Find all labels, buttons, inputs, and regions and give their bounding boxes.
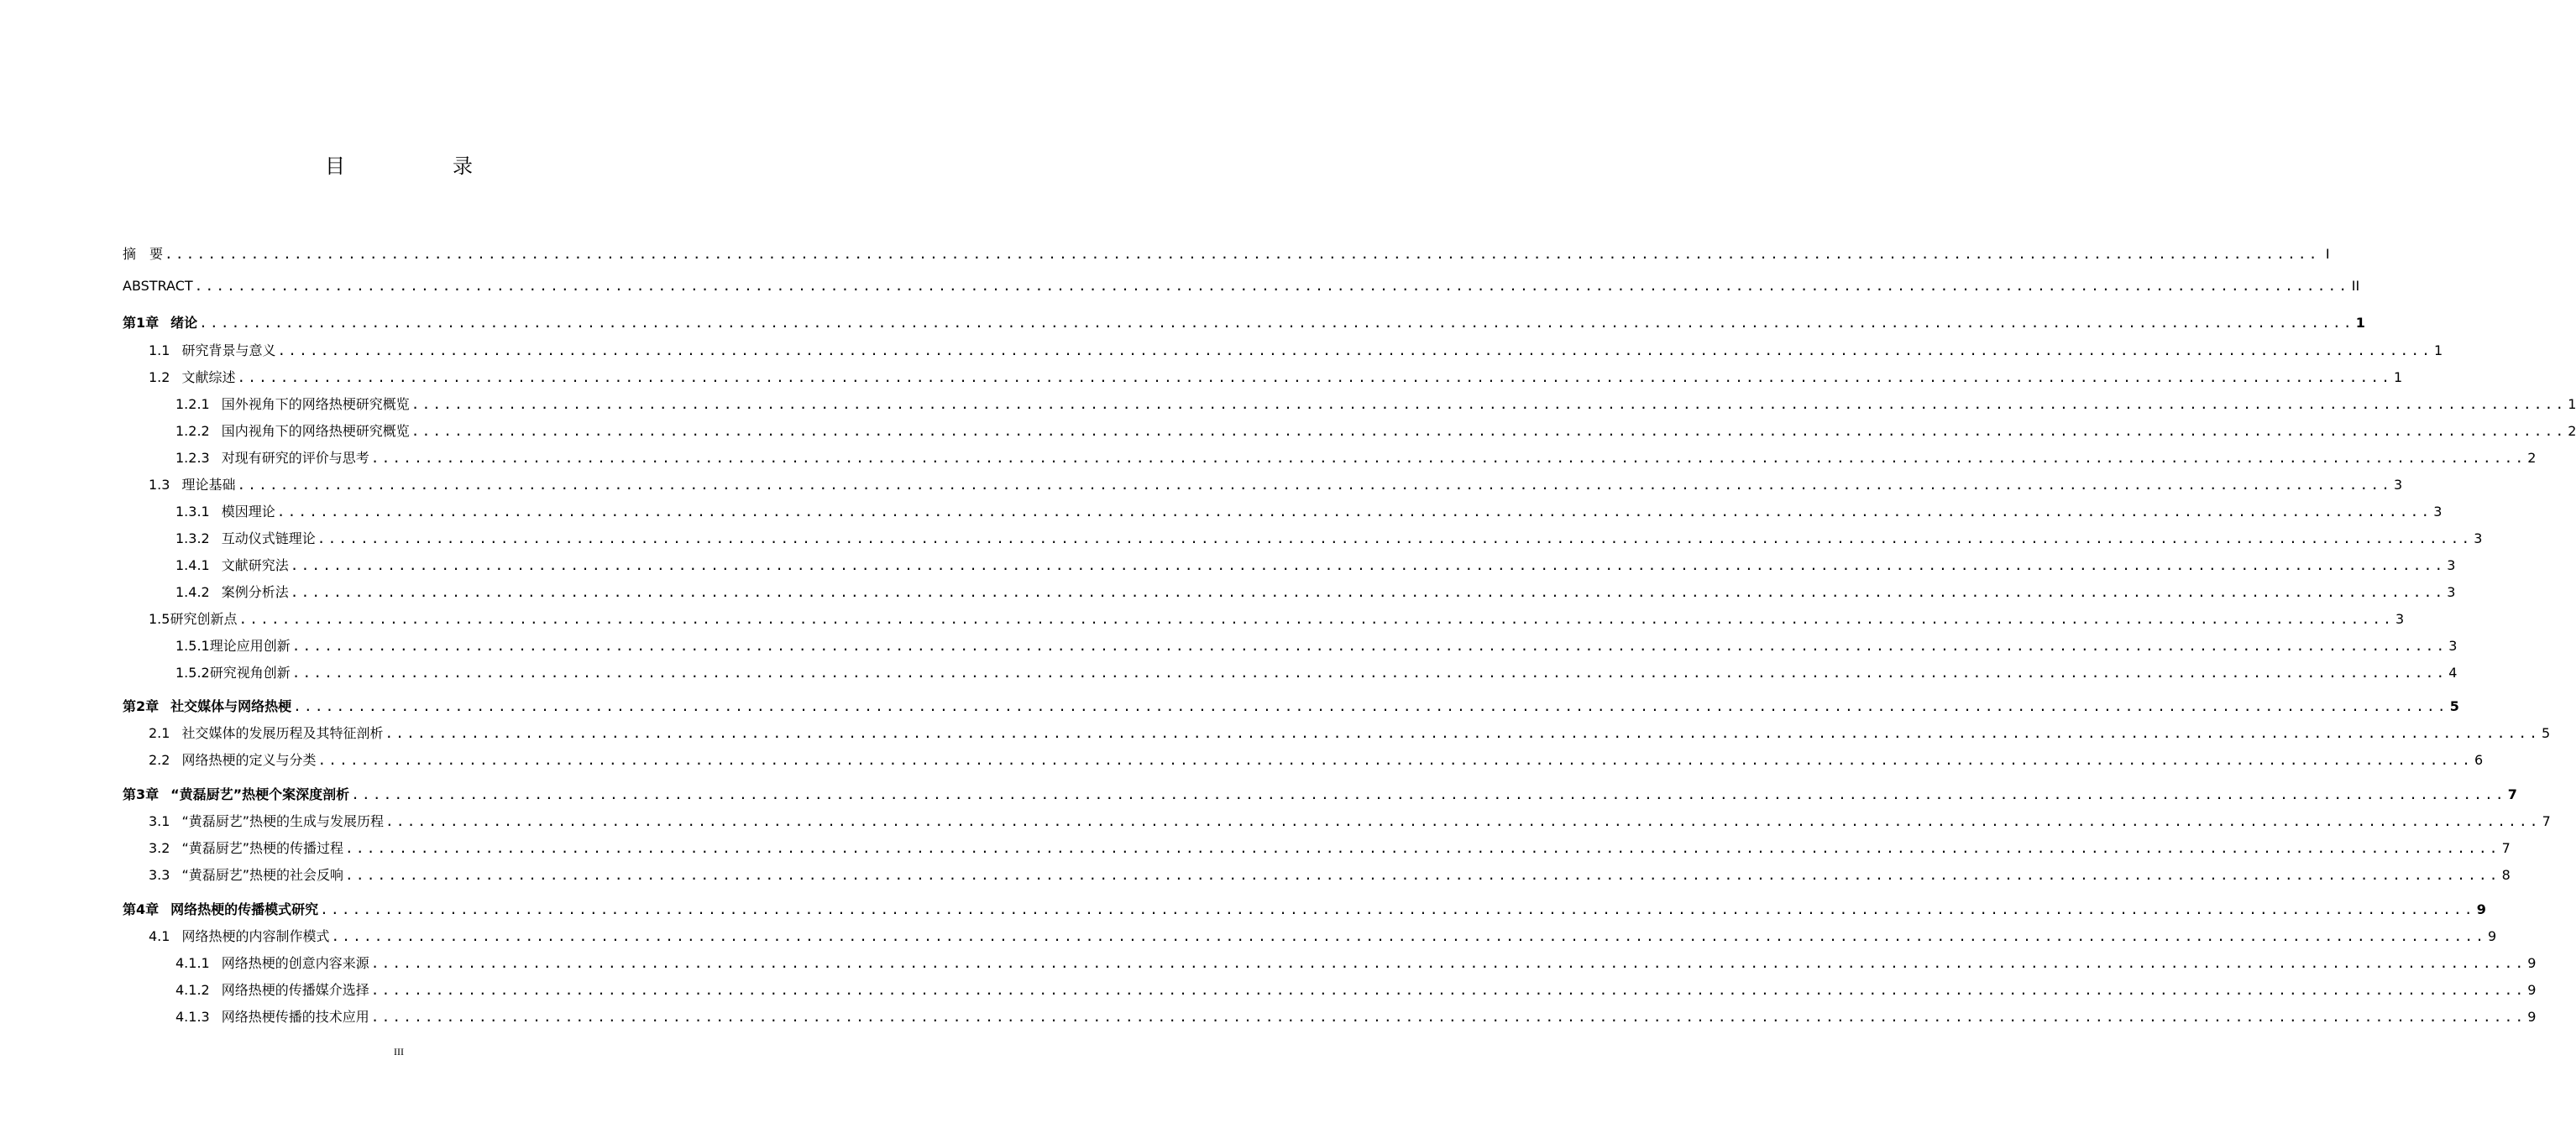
- toc-entry[interactable]: [123, 696, 2459, 716]
- dot-leader: ........................................................................................................................................................................................................: [370, 982, 2526, 998]
- toc-entry-page: 9: [2488, 928, 2497, 944]
- toc-entry-page: 2: [2527, 450, 2537, 466]
- dot-leader: ........................................................................................................................................................................................................: [351, 786, 2506, 802]
- dot-leader: ........................................................................................................................................................................................................: [238, 611, 2395, 627]
- toc-entry-page: 3: [2447, 557, 2456, 573]
- toc-entry[interactable]: [149, 749, 2484, 770]
- dot-leader: ........................................................................................................................................................................................................: [317, 752, 2474, 768]
- dot-leader: ........................................................................................................................................................................................................: [291, 665, 2448, 681]
- toc-entry-text: 网络热梗的内容制作模式: [181, 928, 330, 944]
- toc-entry-number: 第3章: [123, 786, 160, 802]
- toc-entry[interactable]: [123, 784, 2517, 804]
- toc-entry-text: 绪论: [170, 315, 198, 331]
- toc-entry-page: 7: [2501, 840, 2511, 856]
- toc-entry-text: 1.5研究创新点: [149, 611, 238, 627]
- toc-entry-page: 1: [2568, 396, 2576, 412]
- toc-entry-number: 1.4.2: [175, 584, 210, 600]
- toc-entry-page: 5: [2542, 725, 2551, 741]
- toc-entry-text: 理论基础: [181, 477, 236, 493]
- dot-leader: ........................................................................................................................................................................................................: [370, 1009, 2526, 1025]
- toc-entry-text: 网络热梗传播的技术应用: [221, 1009, 369, 1025]
- toc-entry-page: 9: [2527, 982, 2537, 998]
- dot-leader: ........................................................................................................................................................................................................: [320, 901, 2475, 917]
- toc-entry-page: 1: [2394, 369, 2403, 385]
- toc-entry-number: 3.1: [149, 813, 170, 829]
- toc-entry[interactable]: [175, 501, 2442, 521]
- toc-entry-page: 9: [2527, 1009, 2537, 1025]
- toc-entry[interactable]: [175, 555, 2456, 575]
- toc-entry-text: “黄磊厨艺”热梗的传播过程: [181, 840, 344, 856]
- toc-entry-number: 第2章: [123, 698, 160, 714]
- toc-entry-text: 国外视角下的网络热梗研究概览: [221, 396, 410, 412]
- toc-entry-text: 文献研究法: [221, 557, 289, 573]
- toc-entry-number: 1.2.1: [175, 396, 210, 412]
- dot-leader: ........................................................................................................................................................................................................: [293, 698, 2448, 714]
- toc-entry[interactable]: [175, 420, 2576, 441]
- toc-entry-number: 1.4.1: [175, 557, 210, 573]
- dot-leader: ........................................................................................................................................................................................................: [291, 638, 2448, 654]
- toc-entry[interactable]: [123, 899, 2486, 919]
- toc-entry-page: 3: [2433, 504, 2442, 520]
- toc-entry-page: 3: [2395, 611, 2405, 627]
- toc-entry-text: “黄磊厨艺”热梗个案深度剖析: [170, 786, 350, 802]
- toc-entry-number: 4.1.2: [175, 982, 210, 998]
- toc-entry[interactable]: [149, 864, 2511, 885]
- dot-leader: ........................................................................................................................................................................................................: [199, 315, 2354, 331]
- dot-leader: ........................................................................................................................................................................................................: [290, 584, 2446, 600]
- toc-entry-text: 对现有研究的评价与思考: [221, 450, 369, 466]
- toc-entry-number: 1.2.2: [175, 423, 210, 439]
- toc-entry-number: 4.1.1: [175, 955, 210, 971]
- page-number: III: [394, 1046, 404, 1058]
- toc-entry[interactable]: [149, 608, 2405, 629]
- toc-entry-text: 互动仪式链理论: [221, 530, 316, 546]
- toc-entry-number: 1.1: [149, 342, 170, 358]
- toc-title: 目 录: [325, 154, 516, 178]
- toc-entry[interactable]: [149, 811, 2551, 831]
- toc-entry-page: 6: [2474, 752, 2484, 768]
- toc-entry-text: 网络热梗的创意内容来源: [221, 955, 369, 971]
- toc-entry-text: 社交媒体的发展历程及其特征剖析: [181, 725, 384, 741]
- toc-entry[interactable]: [175, 582, 2456, 602]
- toc-entry-text: ABSTRACT: [123, 278, 193, 294]
- toc-entry-page: 8: [2501, 867, 2511, 883]
- toc-entry-number: 1.3.2: [175, 530, 210, 546]
- toc-entry[interactable]: [149, 723, 2551, 743]
- toc-entry-number: 1.2: [149, 369, 170, 385]
- toc-entry-page: 3: [2448, 638, 2458, 654]
- toc-entry-number: 1.3: [149, 477, 170, 493]
- toc-entry-text: 文献综述: [181, 369, 236, 385]
- toc-entry-page: 9: [2527, 955, 2537, 971]
- toc-entry-text: 研究背景与意义: [181, 342, 276, 358]
- toc-entry-page: 3: [2474, 530, 2483, 546]
- toc-entry-page: 3: [2394, 477, 2403, 493]
- dot-leader: ........................................................................................................................................................................................................: [370, 450, 2526, 466]
- toc-entry-page: II: [2351, 278, 2360, 294]
- toc-entry-number: 第1章: [123, 315, 160, 331]
- dot-leader: ........................................................................................................................................................................................................: [194, 278, 2350, 294]
- toc-entry-page: 5: [2449, 698, 2459, 714]
- toc-entry-number: 2.1: [149, 725, 170, 741]
- toc-entry[interactable]: [175, 394, 2576, 414]
- toc-entry-number: 3.2: [149, 840, 170, 856]
- toc-entry[interactable]: [123, 243, 2330, 264]
- dot-leader: ........................................................................................................................................................................................................: [317, 530, 2473, 546]
- toc-entry-text: 摘 要: [123, 246, 164, 262]
- toc-entry-number: 1.3.1: [175, 504, 210, 520]
- toc-entry[interactable]: [175, 528, 2483, 548]
- dot-leader: ........................................................................................................................................................................................................: [276, 504, 2432, 520]
- toc-entry[interactable]: [175, 1006, 2537, 1026]
- dot-leader: ........................................................................................................................................................................................................: [345, 840, 2500, 856]
- toc-entry[interactable]: [149, 474, 2403, 494]
- toc-entry-page: I: [2325, 246, 2330, 262]
- toc-entry-number: 1.2.3: [175, 450, 210, 466]
- toc-entry-text: 社交媒体与网络热梗: [170, 698, 292, 714]
- dot-leader: ........................................................................................................................................................................................................: [237, 477, 2393, 493]
- toc-entry[interactable]: [123, 312, 2365, 332]
- dot-leader: ........................................................................................................................................................................................................: [411, 396, 2567, 412]
- toc-entry-page: 4: [2448, 665, 2458, 681]
- toc-entry-number: 4.1: [149, 928, 170, 944]
- dot-leader: ........................................................................................................................................................................................................: [411, 423, 2567, 439]
- toc-entry[interactable]: [149, 367, 2403, 387]
- toc-entry[interactable]: [149, 340, 2443, 360]
- toc-entry-text: 模因理论: [221, 504, 275, 520]
- dot-leader: ........................................................................................................................................................................................................: [385, 725, 2541, 741]
- toc-entry[interactable]: [123, 278, 2360, 298]
- toc-entry-text: 1.5.1理论应用创新: [175, 638, 291, 654]
- toc-entry[interactable]: [149, 838, 2511, 858]
- toc-entry-text: 1.5.2研究视角创新: [175, 665, 291, 681]
- toc-entry-text: “黄磊厨艺”热梗的社会反响: [181, 867, 344, 883]
- toc-entry-text: 网络热梗的定义与分类: [181, 752, 317, 768]
- dot-leader: ........................................................................................................................................................................................................: [237, 369, 2393, 385]
- toc-entry-page: 2: [2568, 423, 2576, 439]
- dot-leader: ........................................................................................................................................................................................................: [370, 955, 2526, 971]
- toc-entry[interactable]: [175, 662, 2458, 682]
- toc-entry-text: 网络热梗的传播模式研究: [170, 901, 319, 917]
- dot-leader: ........................................................................................................................................................................................................: [331, 928, 2487, 944]
- toc-entry[interactable]: [175, 953, 2537, 973]
- dot-leader: ........................................................................................................................................................................................................: [290, 557, 2446, 573]
- toc-entry-number: 第4章: [123, 901, 160, 917]
- toc-entry-number: 3.3: [149, 867, 170, 883]
- toc-entry-page: 1: [2434, 342, 2443, 358]
- toc-entry[interactable]: [149, 926, 2497, 946]
- toc-entry-number: 2.2: [149, 752, 170, 768]
- dot-leader: ........................................................................................................................................................................................................: [277, 342, 2433, 358]
- toc-entry-page: 7: [2507, 786, 2517, 802]
- toc-entry[interactable]: [175, 979, 2537, 1000]
- toc-entry-page: 1: [2355, 315, 2365, 331]
- toc-entry[interactable]: [175, 635, 2458, 655]
- toc-entry-text: 国内视角下的网络热梗研究概览: [221, 423, 410, 439]
- toc-entry-number: 4.1.3: [175, 1009, 210, 1025]
- toc-entry[interactable]: [175, 447, 2537, 467]
- toc-entry-page: 7: [2542, 813, 2551, 829]
- dot-leader: ........................................................................................................................................................................................................: [345, 867, 2500, 883]
- toc-entry-page: 3: [2447, 584, 2456, 600]
- toc-entry-text: 网络热梗的传播媒介选择: [221, 982, 369, 998]
- dot-leader: ........................................................................................................................................................................................................: [385, 813, 2541, 829]
- dot-leader: ........................................................................................................................................................................................................: [165, 246, 2320, 262]
- toc-entry-text: 案例分析法: [221, 584, 289, 600]
- toc-entry-page: 9: [2476, 901, 2486, 917]
- toc-entry-text: “黄磊厨艺”热梗的生成与发展历程: [181, 813, 385, 829]
